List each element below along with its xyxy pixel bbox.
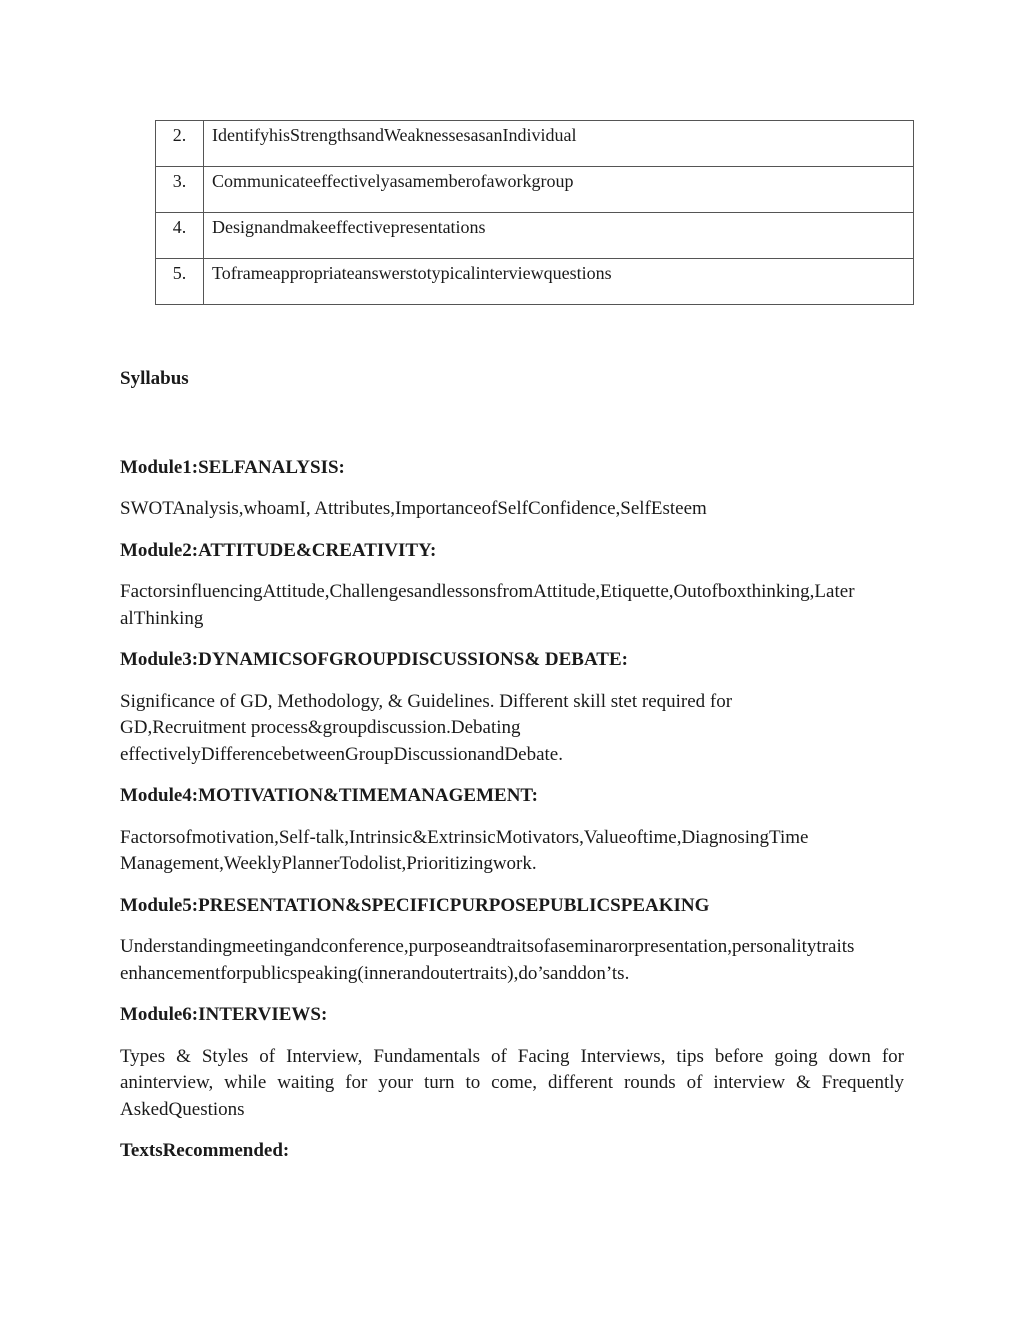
outcome-text: Communicateeffectivelyasamemberofaworkgroup: [204, 167, 914, 213]
outcome-text: Designandmakeeffectivepresentations: [204, 213, 914, 259]
text-line: GD,Recruitment process&groupdiscussion.Debating: [120, 717, 521, 738]
module-2-heading: Module2:ATTITUDE&CREATIVITY:: [120, 539, 437, 561]
module-3-heading: Module3:DYNAMICSOFGROUPDISCUSSIONS& DEBATE:: [120, 649, 628, 670]
outcome-number: 4.: [156, 213, 204, 259]
text-line: Significance of GD, Methodology, & Guidelines. Different skill stet required for: [120, 690, 733, 712]
outcome-text: Toframeappropriateanswerstotypicalinterviewquestions: [204, 259, 914, 305]
module-6-text: Types & Styles of Interview, Fundamentals of Facing Interviews, tips before going down for aninterview, while waiting for your turn to come, different rounds of interview & Frequently AskedQuestions: [120, 1045, 904, 1120]
text-line: FactorsinfluencingAttitude,ChallengesandlessonsfromAttitude,Etiquette,Outofboxthinking,Later: [120, 581, 855, 602]
outcome-number: 3.: [156, 167, 204, 213]
module-5-text: [120, 934, 904, 987]
table-row: [156, 167, 914, 213]
module-1-text: SWOTAnalysis,whoamI, Attributes,ImportanceofSelfConfidence,SelfEsteem: [120, 498, 707, 519]
module-5-heading: Module5:PRESENTATION&SPECIFICPURPOSEPUBLICSPEAKING: [120, 894, 710, 916]
module-1-heading: Module1:SELFANALYSIS:: [120, 456, 345, 478]
syllabus-content: [120, 366, 904, 1165]
module-4-heading: Module4:MOTIVATION&TIMEMANAGEMENT:: [120, 785, 538, 806]
table-row: [156, 259, 914, 305]
text-line: enhancementforpublicspeaking(innerandoutertraits),do’sanddon’ts.: [120, 962, 630, 984]
module-3-text: [120, 689, 904, 769]
course-outcomes-table: [155, 120, 914, 305]
module-2-text: [120, 579, 904, 632]
outcome-number: 5.: [156, 259, 204, 305]
text-line: Factorsofmotivation,Self-talk,Intrinsic&ExtrinsicMotivators,Valueoftime,DiagnosingTime: [120, 826, 809, 848]
texts-recommended-heading: TextsRecommended:: [120, 1140, 290, 1161]
module-4-text: [120, 825, 904, 878]
syllabus-title: Syllabus: [120, 368, 189, 389]
table-row: [156, 213, 914, 259]
module-6-heading: Module6:INTERVIEWS:: [120, 1004, 328, 1025]
outcome-text: IdentifyhisStrengthsandWeaknessesasanIndividual: [204, 121, 914, 167]
text-line: alThinking: [120, 607, 204, 629]
text-line: Management,WeeklyPlannerTodolist,Prioritizingwork.: [120, 853, 537, 874]
text-line: Understandingmeetingandconference,purposeandtraitsofaseminarorpresentation,personalitytraits: [120, 936, 855, 957]
outcome-number: 2.: [156, 121, 204, 167]
table-row: [156, 121, 914, 167]
text-line: effectivelyDifferencebetweenGroupDiscussionandDebate.: [120, 743, 563, 765]
